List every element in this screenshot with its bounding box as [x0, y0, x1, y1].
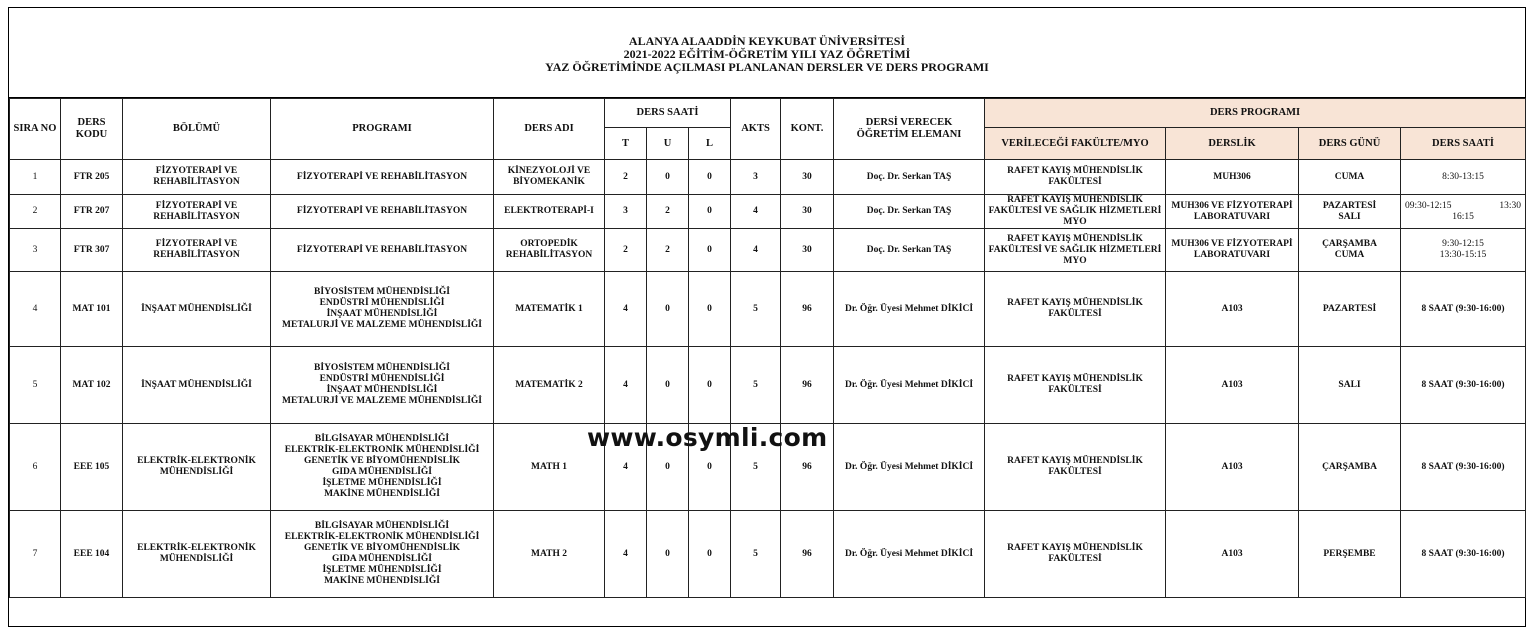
cell-kont: 96: [781, 272, 834, 347]
cell-l: 0: [689, 424, 731, 511]
cell-kod: EEE 104: [61, 511, 123, 598]
cell-sira: 7: [10, 511, 61, 598]
cell-saat-part-1: 09:30-12:15: [1405, 200, 1452, 211]
cell-l: 0: [689, 229, 731, 272]
cell-t: 4: [605, 347, 647, 424]
header-ders-saati: DERS SAATİ: [605, 99, 731, 128]
university-name: ALANYA ALAADDİN KEYKUBAT ÜNİVERSİTESİ: [628, 34, 906, 48]
cell-program: BİYOSİSTEM MÜHENDİSLİĞİ ENDÜSTRİ MÜHENDİSLİĞİ İNŞAAT MÜHENDİSLİĞİ METALURJİ VE MALZEME MÜHENDİSLİĞİ: [271, 272, 494, 347]
cell-derslik: A103: [1166, 511, 1299, 598]
cell-fakulte: RAFET KAYIŞ MÜHENDİSLİK FAKÜLTESİ: [985, 160, 1166, 195]
cell-u: 0: [647, 424, 689, 511]
cell-bolum: ELEKTRİK-ELEKTRONİK MÜHENDİSLİĞİ: [123, 511, 271, 598]
cell-t: 4: [605, 424, 647, 511]
header-l: L: [689, 128, 731, 160]
cell-derslik: MUH306: [1166, 160, 1299, 195]
document-title-block: [9, 8, 1525, 98]
cell-sira: 1: [10, 160, 61, 195]
cell-kont: 30: [781, 229, 834, 272]
cell-l: 0: [689, 272, 731, 347]
header-ders-gunu: DERS GÜNÜ: [1299, 128, 1401, 160]
cell-akts: 4: [731, 229, 781, 272]
cell-program: BİLGİSAYAR MÜHENDİSLİĞİ ELEKTRİK-ELEKTRONİK MÜHENDİSLİĞİ GENETİK VE BİYOMÜHENDİSLİK GIDA MÜHENDİSLİĞİ İŞLETME MÜHENDİSLİĞİ MAKİNE MÜHENDİSLİĞİ: [271, 424, 494, 511]
header-bolumu: BÖLÜMÜ: [123, 99, 271, 160]
cell-bolum: İNŞAAT MÜHENDİSLİĞİ: [123, 347, 271, 424]
cell-kont: 96: [781, 511, 834, 598]
cell-gun: PAZARTESİ: [1299, 272, 1401, 347]
cell-akts: 5: [731, 347, 781, 424]
cell-sira: 2: [10, 195, 61, 229]
cell-l: 0: [689, 160, 731, 195]
cell-saat: 8 SAAT (9:30-16:00): [1401, 272, 1526, 347]
cell-kod: FTR 205: [61, 160, 123, 195]
cell-program: BİLGİSAYAR MÜHENDİSLİĞİ ELEKTRİK-ELEKTRONİK MÜHENDİSLİĞİ GENETİK VE BİYOMÜHENDİSLİK GIDA MÜHENDİSLİĞİ İŞLETME MÜHENDİSLİĞİ MAKİNE MÜHENDİSLİĞİ: [271, 511, 494, 598]
cell-derslik: A103: [1166, 424, 1299, 511]
cell-u: 0: [647, 272, 689, 347]
cell-saat: 8 SAAT (9:30-16:00): [1401, 347, 1526, 424]
cell-u: 2: [647, 195, 689, 229]
cell-akts: 5: [731, 511, 781, 598]
cell-hoca: Dr. Öğr. Üyesi Mehmet DİKİCİ: [834, 272, 985, 347]
cell-kod: MAT 102: [61, 347, 123, 424]
cell-fakulte: RAFET KAYIŞ MÜHENDİSLİK FAKÜLTESİ: [985, 272, 1166, 347]
cell-kod: FTR 207: [61, 195, 123, 229]
cell-t: 2: [605, 160, 647, 195]
cell-program: BİYOSİSTEM MÜHENDİSLİĞİ ENDÜSTRİ MÜHENDİSLİĞİ İNŞAAT MÜHENDİSLİĞİ METALURJİ VE MALZEME MÜHENDİSLİĞİ: [271, 347, 494, 424]
cell-derslik: MUH306 VE FİZYOTERAPİ LABORATUVARI: [1166, 195, 1299, 229]
cell-hoca: Dr. Öğr. Üyesi Mehmet DİKİCİ: [834, 511, 985, 598]
cell-saat: 8 SAAT (9:30-16:00): [1401, 511, 1526, 598]
cell-saat: 9:30-12:15 13:30-15:15: [1401, 229, 1526, 272]
header-ders-programi: DERS PROGRAMI: [985, 99, 1526, 128]
cell-u: 0: [647, 347, 689, 424]
cell-gun: PAZARTESİ SALI: [1299, 195, 1401, 229]
cell-fakulte: RAFET KAYIŞ MÜHENDİSLİK FAKÜLTESİ: [985, 347, 1166, 424]
table-row: [10, 511, 1526, 598]
header-ders-saati-program: DERS SAATİ: [1401, 128, 1526, 160]
cell-fakulte: RAFET KAYIŞ MÜHENDİSLİK FAKÜLTESİ VE SAĞLIK HİZMETLERİ MYO: [985, 229, 1166, 272]
cell-u: 2: [647, 229, 689, 272]
cell-kod: EEE 105: [61, 424, 123, 511]
cell-akts: 3: [731, 160, 781, 195]
schedule-document: [8, 7, 1526, 627]
cell-program: FİZYOTERAPİ VE REHABİLİTASYON: [271, 229, 494, 272]
header-u: U: [647, 128, 689, 160]
header-akts: AKTS: [731, 99, 781, 160]
cell-ders: ORTOPEDİK REHABİLİTASYON: [494, 229, 605, 272]
cell-fakulte: RAFET KAYIŞ MÜHENDİSLİK FAKÜLTESİ: [985, 511, 1166, 598]
cell-hoca: Doç. Dr. Serkan TAŞ: [834, 160, 985, 195]
header-programi: PROGRAMI: [271, 99, 494, 160]
cell-bolum: ELEKTRİK-ELEKTRONİK MÜHENDİSLİĞİ: [123, 424, 271, 511]
cell-gun: CUMA: [1299, 160, 1401, 195]
header-ogretim-elemani: DERSİ VERECEK ÖĞRETİM ELEMANI: [834, 99, 985, 160]
cell-gun: SALI: [1299, 347, 1401, 424]
cell-saat: 8:30-13:15: [1401, 160, 1526, 195]
course-schedule-table: [9, 98, 1526, 598]
document-subtitle: YAZ ÖĞRETİMİNDE AÇILMASI PLANLANAN DERSLER VE DERS PROGRAMI: [545, 60, 989, 74]
cell-l: 0: [689, 511, 731, 598]
header-fakulte: VERİLECEĞİ FAKÜLTE/MYO: [985, 128, 1166, 160]
table-row: [10, 195, 1526, 229]
cell-t: 4: [605, 272, 647, 347]
header-ders-adi: DERS ADI: [494, 99, 605, 160]
cell-derslik: A103: [1166, 347, 1299, 424]
cell-t: 2: [605, 229, 647, 272]
cell-kont: 30: [781, 160, 834, 195]
cell-ders: MATEMATİK 2: [494, 347, 605, 424]
cell-t: 3: [605, 195, 647, 229]
cell-kod: MAT 101: [61, 272, 123, 347]
cell-akts: 5: [731, 424, 781, 511]
cell-l: 0: [689, 195, 731, 229]
header-derslik: DERSLİK: [1166, 128, 1299, 160]
cell-bolum: İNŞAAT MÜHENDİSLİĞİ: [123, 272, 271, 347]
cell-bolum: FİZYOTERAPİ VE REHABİLİTASYON: [123, 195, 271, 229]
cell-sira: 3: [10, 229, 61, 272]
cell-akts: 5: [731, 272, 781, 347]
academic-year-title: 2021-2022 EĞİTİM-ÖĞRETİM YILI YAZ ÖĞRETİMİ: [623, 47, 911, 61]
cell-fakulte: RAFET KAYIŞ MÜHENDİSLİK FAKÜLTESİ VE SAĞLIK HİZMETLERİ MYO: [985, 195, 1166, 229]
cell-program: FİZYOTERAPİ VE REHABİLİTASYON: [271, 195, 494, 229]
cell-program: FİZYOTERAPİ VE REHABİLİTASYON: [271, 160, 494, 195]
cell-sira: 4: [10, 272, 61, 347]
table-row: [10, 229, 1526, 272]
cell-saat-part-3: 16:15: [1452, 211, 1474, 222]
cell-kont: 30: [781, 195, 834, 229]
header-kont: KONT.: [781, 99, 834, 160]
cell-kont: 96: [781, 347, 834, 424]
cell-hoca: Doç. Dr. Serkan TAŞ: [834, 195, 985, 229]
cell-l: 0: [689, 347, 731, 424]
cell-ders: MATEMATİK 1: [494, 272, 605, 347]
cell-kod: FTR 307: [61, 229, 123, 272]
cell-saat: 8 SAAT (9:30-16:00): [1401, 424, 1526, 511]
cell-u: 0: [647, 511, 689, 598]
cell-bolum: FİZYOTERAPİ VE REHABİLİTASYON: [123, 160, 271, 195]
cell-saat-part-2: 13:30: [1499, 200, 1522, 211]
header-t: T: [605, 128, 647, 160]
cell-fakulte: RAFET KAYIŞ MÜHENDİSLİK FAKÜLTESİ: [985, 424, 1166, 511]
cell-derslik: MUH306 VE FİZYOTERAPİ LABORATUVARI: [1166, 229, 1299, 272]
header-sira-no: SIRA NO: [10, 99, 61, 160]
table-row: [10, 347, 1526, 424]
cell-derslik: A103: [1166, 272, 1299, 347]
cell-akts: 4: [731, 195, 781, 229]
table-row: [10, 424, 1526, 511]
cell-gun: PERŞEMBE: [1299, 511, 1401, 598]
header-ders-kodu: DERS KODU: [61, 99, 123, 160]
website-watermark: www.osymli.com: [587, 423, 828, 452]
cell-hoca: Dr. Öğr. Üyesi Mehmet DİKİCİ: [834, 347, 985, 424]
cell-saat: [1401, 195, 1526, 229]
cell-hoca: Dr. Öğr. Üyesi Mehmet DİKİCİ: [834, 424, 985, 511]
cell-ders: ELEKTROTERAPİ-I: [494, 195, 605, 229]
cell-ders: MATH 2: [494, 511, 605, 598]
cell-sira: 5: [10, 347, 61, 424]
cell-gun: ÇARŞAMBA CUMA: [1299, 229, 1401, 272]
cell-kont: 96: [781, 424, 834, 511]
cell-u: 0: [647, 160, 689, 195]
cell-t: 4: [605, 511, 647, 598]
table-row: [10, 272, 1526, 347]
cell-bolum: FİZYOTERAPİ VE REHABİLİTASYON: [123, 229, 271, 272]
table-row: [10, 160, 1526, 195]
cell-ders: MATH 1: [494, 424, 605, 511]
cell-gun: ÇARŞAMBA: [1299, 424, 1401, 511]
cell-sira: 6: [10, 424, 61, 511]
cell-hoca: Doç. Dr. Serkan TAŞ: [834, 229, 985, 272]
cell-ders: KİNEZYOLOJİ VE BİYOMEKANİK: [494, 160, 605, 195]
